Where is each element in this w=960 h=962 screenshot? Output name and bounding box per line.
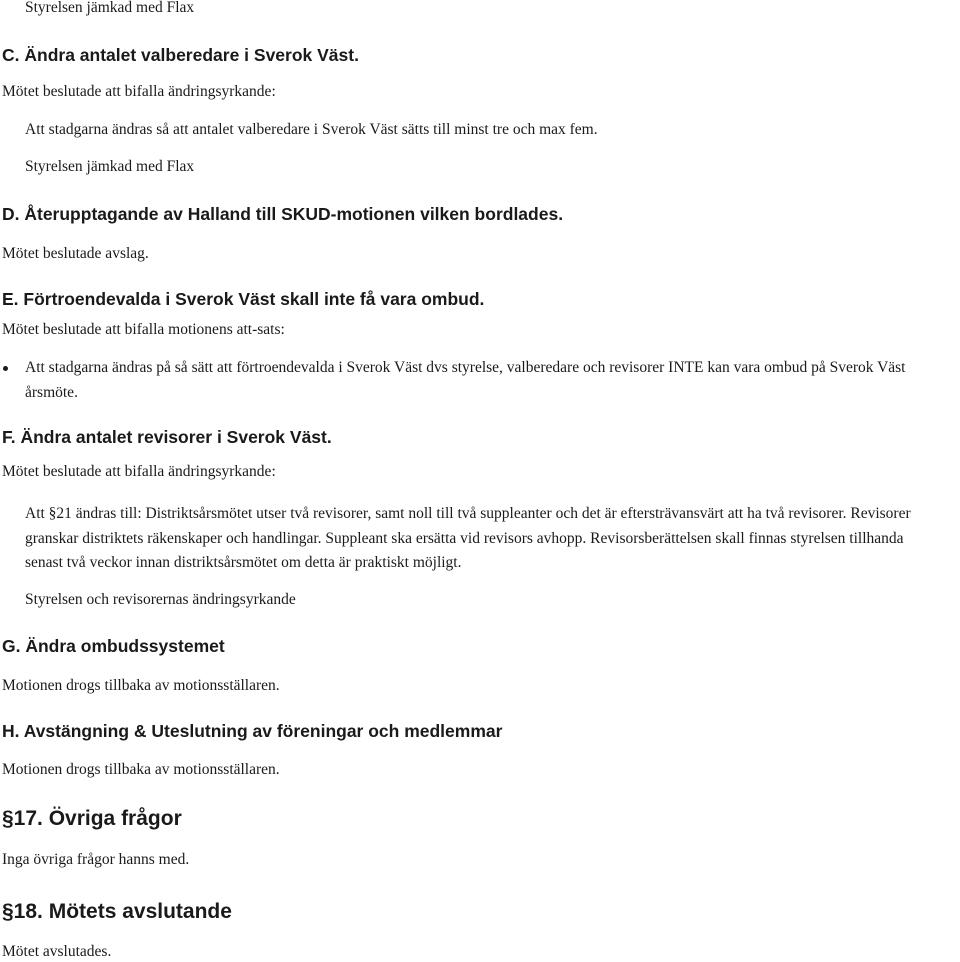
- heading-e: E. Förtroendevalda i Sverok Väst skall inte få vara ombud.: [2, 289, 485, 309]
- flax-note-c: Styrelsen jämkad med Flax: [25, 158, 195, 175]
- decision-d: Mötet beslutade avslag.: [2, 245, 149, 262]
- text-f-line2: granskar distriktets räkenskaper och handlingar. Suppleant ska ersätta vid revisors avhopp. Revisorsberättelsen skall finnas styrelsen tillhanda: [25, 530, 904, 547]
- decision-e: Mötet beslutade att bifalla motionens att-sats:: [2, 321, 285, 338]
- amendment-note-f: Styrelsen och revisorernas ändringsyrkande: [25, 591, 296, 608]
- bullet-dot: [3, 366, 8, 371]
- bullet-text-e-line2: årsmöte.: [25, 384, 78, 401]
- bullet-text-e-line1: Att stadgarna ändras på så sätt att förtroendevalda i Sverok Väst dvs styrelse, valberedare och revisorer INTE kan vara ombud på Sverok Väst: [25, 359, 906, 376]
- text-section-17: Inga övriga frågor hanns med.: [2, 851, 190, 868]
- heading-f: F. Ändra antalet revisorer i Sverok Väst.: [2, 427, 332, 447]
- heading-h: H. Avstängning & Uteslutning av föreningar och medlemmar: [2, 721, 503, 741]
- text-g: Motionen drogs tillbaka av motionsställaren.: [2, 677, 280, 694]
- heading-d: D. Återupptagande av Halland till SKUD-motionen vilken bordlades.: [2, 204, 564, 224]
- heading-g: G. Ändra ombudssystemet: [2, 636, 225, 656]
- heading-section-17: §17. Övriga frågor: [2, 807, 182, 830]
- text-f-line1: Att §21 ändras till: Distriktsårsmötet utser två revisorer, samt noll till två suppleanter och det är eftersträvansvärt att ha två revisorer. Revisorer: [25, 505, 911, 522]
- text-f-line3: senast två veckor innan distriktsårsmötet om detta är praktiskt möjligt.: [25, 554, 462, 571]
- decision-f: Mötet beslutade att bifalla ändringsyrkande:: [2, 463, 276, 480]
- text-h: Motionen drogs tillbaka av motionsställaren.: [2, 761, 280, 778]
- flax-note-top: Styrelsen jämkad med Flax: [25, 0, 195, 16]
- heading-section-18: §18. Mötets avslutande: [2, 900, 232, 923]
- text-section-18: Mötet avslutades.: [2, 943, 112, 960]
- heading-c: C. Ändra antalet valberedare i Sverok Väst.: [2, 45, 359, 65]
- text-c: Att stadgarna ändras så att antalet valberedare i Sverok Väst sätts till minst tre och max fem.: [25, 121, 598, 138]
- decision-c: Mötet beslutade att bifalla ändringsyrkande:: [2, 83, 276, 100]
